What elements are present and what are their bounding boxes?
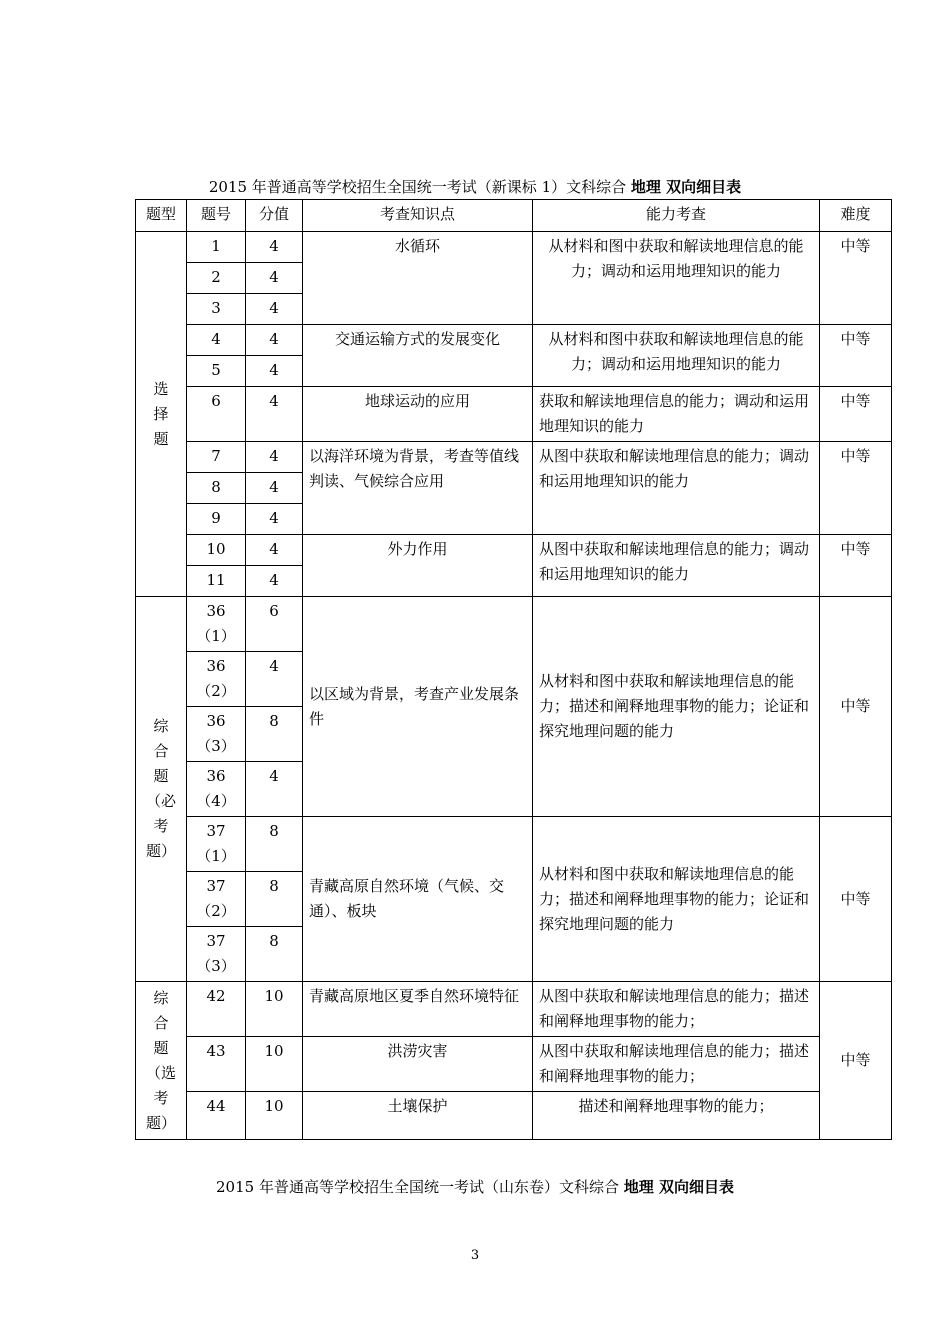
table-title <box>0 176 950 197</box>
knowledge-point: 洪涝灾害 <box>303 1037 533 1092</box>
difficulty: 中等 <box>820 387 892 442</box>
score: 8 <box>246 872 303 927</box>
table-header-row <box>136 200 892 232</box>
knowledge-point: 交通运输方式的发展变化 <box>303 325 533 387</box>
table-row <box>136 1092 892 1140</box>
difficulty: 中等 <box>820 325 892 387</box>
question-no: 3 <box>187 294 246 325</box>
ability: 从材料和图中获取和解读地理信息的能力；描述和阐释地理事物的能力；论证和探究地理问题的能力 <box>533 817 820 982</box>
score: 4 <box>246 535 303 566</box>
ability: 描述和阐释地理事物的能力； <box>533 1092 820 1140</box>
question-no: 6 <box>187 387 246 442</box>
question-no: 4 <box>187 325 246 356</box>
score: 10 <box>246 982 303 1037</box>
score: 4 <box>246 232 303 263</box>
question-no: 36（3） <box>187 707 246 762</box>
difficulty: 中等 <box>820 442 892 535</box>
score: 8 <box>246 707 303 762</box>
page-number: 3 <box>470 1248 480 1263</box>
difficulty: 中等 <box>820 535 892 597</box>
question-no: 7 <box>187 442 246 473</box>
score: 4 <box>246 387 303 442</box>
question-no: 43 <box>187 1037 246 1092</box>
difficulty: 中等 <box>820 597 892 817</box>
second-table-title <box>0 1176 950 1197</box>
ability: 从材料和图中获取和解读地理信息的能力；调动和运用地理知识的能力 <box>533 232 820 325</box>
knowledge-point: 青藏高原地区夏季自然环境特征 <box>303 982 533 1037</box>
score: 4 <box>246 442 303 473</box>
ability: 从图中获取和解读地理信息的能力；描述和阐释地理事物的能力； <box>533 1037 820 1092</box>
knowledge-point: 以区域为背景，考查产业发展条件 <box>303 597 533 817</box>
question-no: 42 <box>187 982 246 1037</box>
table-row <box>136 597 892 652</box>
title-bold-text: 地理 双向细目表 <box>630 178 742 196</box>
score: 8 <box>246 817 303 872</box>
knowledge-point: 青藏高原自然环境（气候、交通）、板块 <box>303 817 533 982</box>
table-row <box>136 387 892 442</box>
ability: 获取和解读地理信息的能力；调动和运用地理知识的能力 <box>533 387 820 442</box>
difficulty: 中等 <box>820 232 892 325</box>
score: 4 <box>246 566 303 597</box>
knowledge-point: 地球运动的应用 <box>303 387 533 442</box>
difficulty: 中等 <box>820 982 892 1140</box>
question-no: 36（2） <box>187 652 246 707</box>
knowledge-point: 水循环 <box>303 232 533 325</box>
header-cell: 考查知识点 <box>303 200 533 232</box>
score: 4 <box>246 294 303 325</box>
section-required: 综 合 题 （必 考 题） <box>136 597 187 982</box>
table-row <box>136 325 892 356</box>
score: 4 <box>246 356 303 387</box>
table-row <box>136 232 892 263</box>
question-no: 37（2） <box>187 872 246 927</box>
header-cell: 难度 <box>820 200 892 232</box>
table-row <box>136 1037 892 1092</box>
ability: 从材料和图中获取和解读地理信息的能力；调动和运用地理知识的能力 <box>533 325 820 387</box>
score: 10 <box>246 1092 303 1140</box>
question-no: 2 <box>187 263 246 294</box>
question-no: 11 <box>187 566 246 597</box>
score: 4 <box>246 473 303 504</box>
ability: 从图中获取和解读地理信息的能力；调动和运用地理知识的能力 <box>533 535 820 597</box>
question-no: 44 <box>187 1092 246 1140</box>
title-bold-text: 地理 双向细目表 <box>623 1178 734 1196</box>
section-elective: 综 合 题 （选 考 题） <box>136 982 187 1140</box>
header-cell: 能力考查 <box>533 200 820 232</box>
question-no: 36（1） <box>187 597 246 652</box>
score: 4 <box>246 652 303 707</box>
score: 4 <box>246 263 303 294</box>
knowledge-point: 外力作用 <box>303 535 533 597</box>
table-row <box>136 535 892 566</box>
score: 4 <box>246 325 303 356</box>
section-choice: 选 择 题 <box>136 232 187 597</box>
score: 6 <box>246 597 303 652</box>
table-row <box>136 442 892 473</box>
question-no: 36（4） <box>187 762 246 817</box>
header-cell: 分值 <box>246 200 303 232</box>
question-no: 8 <box>187 473 246 504</box>
score: 10 <box>246 1037 303 1092</box>
question-no: 9 <box>187 504 246 535</box>
detail-table <box>135 199 892 1140</box>
ability: 从材料和图中获取和解读地理信息的能力；描述和阐释地理事物的能力；论证和探究地理问题的能力 <box>533 597 820 817</box>
score: 4 <box>246 762 303 817</box>
score: 4 <box>246 504 303 535</box>
header-cell: 题型 <box>136 200 187 232</box>
question-no: 37（3） <box>187 927 246 982</box>
title-text: 2015 年普通高等学校招生全国统一考试（新课标 1）文科综合 <box>208 178 631 196</box>
title-text: 2015 年普通高等学校招生全国统一考试（山东卷）文科综合 <box>216 1178 624 1196</box>
knowledge-point: 以海洋环境为背景，考查等值线判读、气候综合应用 <box>303 442 533 535</box>
difficulty: 中等 <box>820 817 892 982</box>
table-row <box>136 817 892 872</box>
header-cell: 题号 <box>187 200 246 232</box>
table-row <box>136 982 892 1037</box>
question-no: 37（1） <box>187 817 246 872</box>
score: 8 <box>246 927 303 982</box>
question-no: 5 <box>187 356 246 387</box>
knowledge-point: 土壤保护 <box>303 1092 533 1140</box>
question-no: 1 <box>187 232 246 263</box>
ability: 从图中获取和解读地理信息的能力；调动和运用地理知识的能力 <box>533 442 820 535</box>
question-no: 10 <box>187 535 246 566</box>
ability: 从图中获取和解读地理信息的能力；描述和阐释地理事物的能力； <box>533 982 820 1037</box>
